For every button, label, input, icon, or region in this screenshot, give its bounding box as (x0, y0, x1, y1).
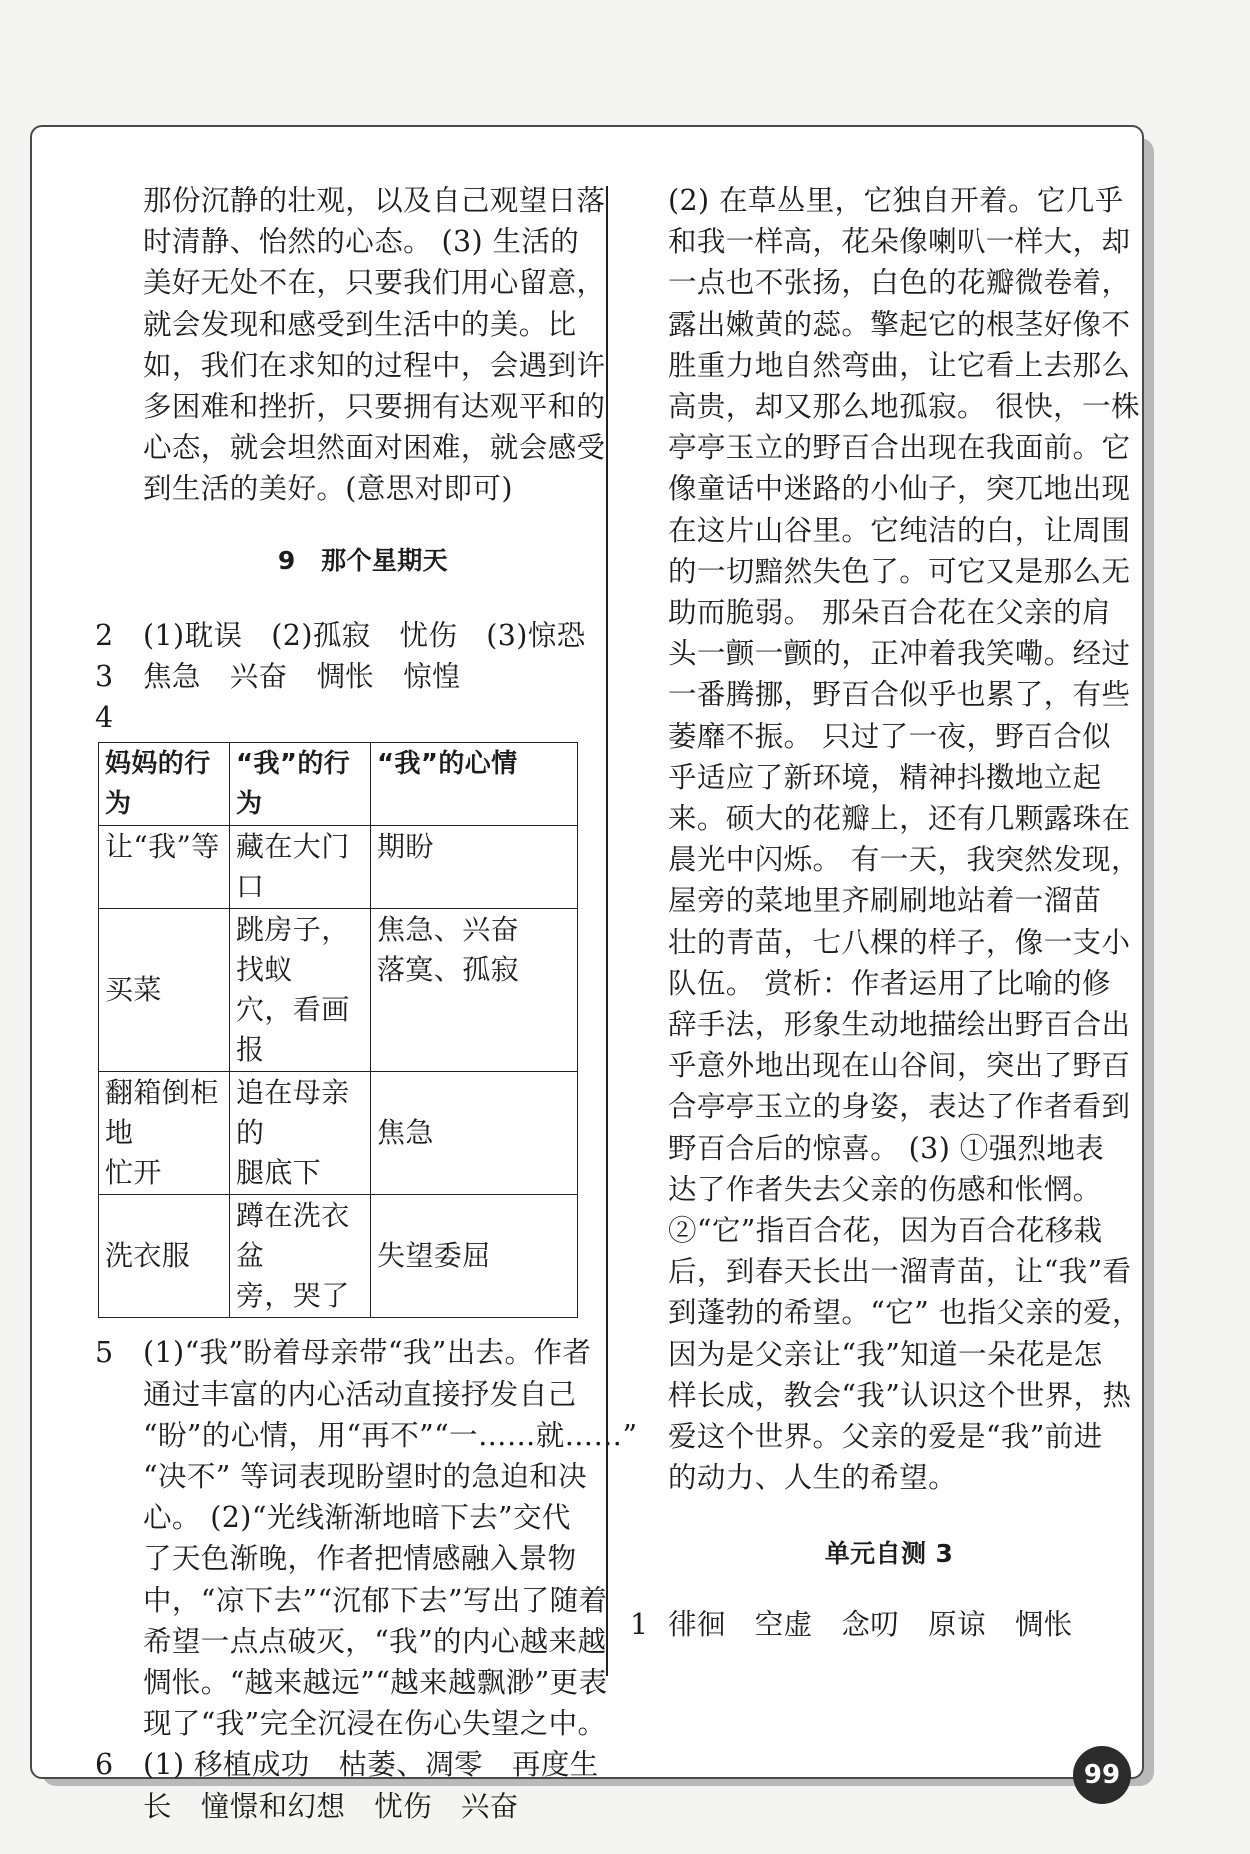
item-body (143, 1744, 599, 1826)
answer-item-4 (95, 697, 583, 738)
text-line: 后，到春天长出一溜青苗，让“我”看 (668, 1255, 1132, 1289)
table-row (99, 909, 578, 1072)
text-line: 萎靡不振。 只过了一夜，野百合似 (668, 719, 1111, 753)
left-column (95, 180, 638, 1827)
continued-answer (668, 180, 1141, 1499)
answer-item-5 (95, 1332, 638, 1744)
text-line: 时清静、怡然的心态。 (3) 生活的 (143, 225, 580, 259)
text-line: 到蓬勃的希望。“它” 也指父亲的爱， (668, 1296, 1141, 1330)
cell-line: 藏在大门口 (236, 830, 350, 904)
text-line: 队伍。 赏析：作者运用了比喻的修 (668, 966, 1111, 1000)
table-row (99, 1195, 578, 1318)
text-line: (1)“我”盼着母亲带“我”出去。作者 (143, 1336, 592, 1370)
table-cell (230, 1072, 371, 1195)
cell-line: 追在母亲的 (236, 1076, 350, 1150)
text-line: (1) 移植成功 枯萎、凋零 再度生 (143, 1748, 599, 1782)
text-line: “决不” 等词表现盼望时的急迫和决 (143, 1460, 588, 1494)
text-line: 中，“凉下去”“沉郁下去”写出了随着 (143, 1583, 608, 1617)
text-line: 希望一点点破灭，“我”的内心越来越 (143, 1624, 607, 1658)
table-row (99, 1072, 578, 1195)
text-line: 和我一样高，花朵像喇叭一样大，却 (668, 225, 1131, 259)
answer-item-2 (95, 615, 586, 656)
cell-line: 跳房子，找蚁 (236, 913, 350, 987)
table-cell (371, 1072, 578, 1195)
table-cell (371, 1195, 578, 1318)
table-header: “我”的行为 (230, 743, 371, 826)
item-body (143, 1332, 637, 1744)
item-text: 焦急 兴奋 惆怅 惊惶 (143, 660, 461, 694)
text-line: 了天色渐晚，作者把情感融入景物 (143, 1542, 577, 1576)
item-number: 4 (95, 701, 114, 735)
cell-line: 洗衣服 (105, 1239, 191, 1273)
text-line: 乎适应了新环境，精神抖擞地立起 (668, 760, 1102, 794)
text-line: 长 憧憬和幻想 忧伤 兴奋 (143, 1789, 519, 1823)
text-line: (2) 在草丛里，它独自开着。它几乎 (668, 184, 1124, 217)
text-line: 亭亭玉立的野百合出现在我面前。它 (668, 431, 1131, 465)
text-line: 达了作者失去父亲的伤感和怅惘。 (668, 1172, 1102, 1206)
text-line: 露出嫩黄的蕊。擎起它的根茎好像不 (668, 307, 1131, 341)
text-line: 多困难和挫折，只要拥有达观平和的 (143, 390, 606, 424)
text-line: 来。硕大的花瓣上，还有几颗露珠在 (668, 802, 1131, 836)
text-line: 的一切黯然失色了。可它又是那么无 (668, 554, 1131, 588)
text-line: 爱这个世界。父亲的爱是“我”前进 (668, 1420, 1103, 1454)
table-cell (371, 909, 578, 1072)
item-number: 3 (95, 660, 114, 694)
text-line: 美好无处不在，只要我们用心留意， (143, 266, 606, 300)
answer-item-6 (95, 1744, 599, 1826)
answer-item-3 (95, 656, 583, 697)
text-line: 现了“我”完全沉浸在伤心失望之中。 (143, 1707, 607, 1741)
table-cell (230, 1195, 371, 1318)
item-text: 徘徊 空虚 念叨 原谅 惆怅 (668, 1607, 1073, 1641)
text-line: ②“它”指百合花，因为百合花移栽 (668, 1214, 1103, 1248)
table-header: 妈妈的行为 (99, 743, 230, 826)
table-cell (371, 826, 578, 909)
text-line: “盼”的心情，用“再不”“一……就……” (143, 1418, 638, 1452)
table-cell (99, 1195, 230, 1318)
item-number: 2 (95, 618, 114, 652)
text-line: 野百合后的惊喜。 (3) ①强烈地表 (668, 1131, 1105, 1165)
text-line: 样长成，教会“我”认识这个世界，热 (668, 1378, 1132, 1412)
text-line: 惆怅。“越来越远”“越来越飘渺”更表 (143, 1666, 608, 1700)
text-line: 壮的青苗，七八棵的样子，像一支小 (668, 925, 1131, 959)
text-line: 晨光中闪烁。 有一天，我突然发现， (668, 843, 1140, 877)
text-line: 辞手法，形象生动地描绘出野百合出 (668, 1008, 1131, 1042)
cell-line: 焦急、兴奋 (377, 913, 520, 947)
page-number-badge: 99 (1073, 1746, 1131, 1804)
cell-line: 旁，哭了 (236, 1279, 350, 1313)
cell-line: 腿底下 (236, 1156, 322, 1190)
text-line: 合亭亭玉立的身姿，表达了作者看到 (668, 1090, 1131, 1124)
text-line: 高贵，却又那么地孤寂。 很快，一株 (668, 390, 1140, 424)
cell-line: 翻箱倒柜地 (105, 1076, 219, 1150)
text-line: 乎意外地出现在山谷间，突出了野百 (668, 1049, 1131, 1083)
table-header: “我”的心情 (371, 743, 578, 826)
section-title: 9 那个星期天 (277, 545, 449, 575)
text-line: 就会发现和感受到生活中的美。比 (143, 307, 577, 341)
cell-line: 穴，看画报 (236, 993, 350, 1067)
item-number: 6 (95, 1748, 114, 1782)
table-header-row (99, 743, 578, 826)
text-line: 心。 (2)“光线渐渐地暗下去”交代 (143, 1501, 571, 1535)
section-title: 单元自测 3 (824, 1538, 954, 1568)
text-line: 那份沉静的壮观，以及自己观望日落 (143, 184, 606, 217)
text-line: 如，我们在求知的过程中，会遇到许 (143, 348, 606, 382)
cell-line: 焦急 (377, 1116, 434, 1150)
text-line: 的动力、人生的希望。 (668, 1461, 958, 1495)
text-line: 助而脆弱。 那朵百合花在父亲的肩 (668, 596, 1111, 630)
answer-table (98, 742, 578, 1318)
table-row (99, 826, 578, 909)
cell-line: 期盼 (377, 830, 434, 864)
text-line: 在这片山谷里。它纯洁的白，让周围 (668, 513, 1131, 547)
table-cell (99, 1072, 230, 1195)
text-line: 心态，就会坦然面对困难，就会感受 (143, 431, 606, 465)
text-line: 一番腾挪，野百合似乎也累了，有些 (668, 678, 1131, 712)
item-number: 5 (95, 1336, 114, 1370)
item-number: 1 (630, 1607, 649, 1641)
text-line: 头一颤一颤的，正冲着我笑嘞。经过 (668, 637, 1131, 671)
text-line: 通过丰富的内心活动直接抒发自己 (143, 1377, 577, 1411)
text-line: 因为是父亲让“我”知道一朵花是怎 (668, 1337, 1103, 1371)
item-text: (1)耽误 (2)孤寂 忧伤 (3)惊恐 (143, 618, 586, 652)
cell-line: 失望委屈 (377, 1239, 491, 1273)
text-line: 胜重力地自然弯曲，让它看上去那么 (668, 348, 1131, 382)
right-column (630, 180, 1141, 1645)
intro-paragraph (95, 180, 606, 510)
cell-line: 让“我”等 (105, 830, 220, 864)
text-line: 到生活的美好。(意思对即可) (143, 472, 513, 506)
cell-line: 落寞、孤寂 (377, 953, 520, 987)
table-cell (99, 909, 230, 1072)
cell-line: 买菜 (105, 973, 162, 1007)
table-cell (99, 826, 230, 909)
table-cell (230, 826, 371, 909)
table-cell (230, 909, 371, 1072)
text-line: 一点也不张扬，白色的花瓣微卷着， (668, 266, 1131, 300)
cell-line: 蹲在洗衣盆 (236, 1199, 350, 1273)
answer-item-1 (630, 1604, 1110, 1645)
text-line: 像童话中迷路的小仙子，突兀地出现 (668, 472, 1131, 506)
cell-line: 忙开 (105, 1156, 162, 1190)
text-line: 屋旁的菜地里齐刷刷地站着一溜苗 (668, 884, 1102, 918)
